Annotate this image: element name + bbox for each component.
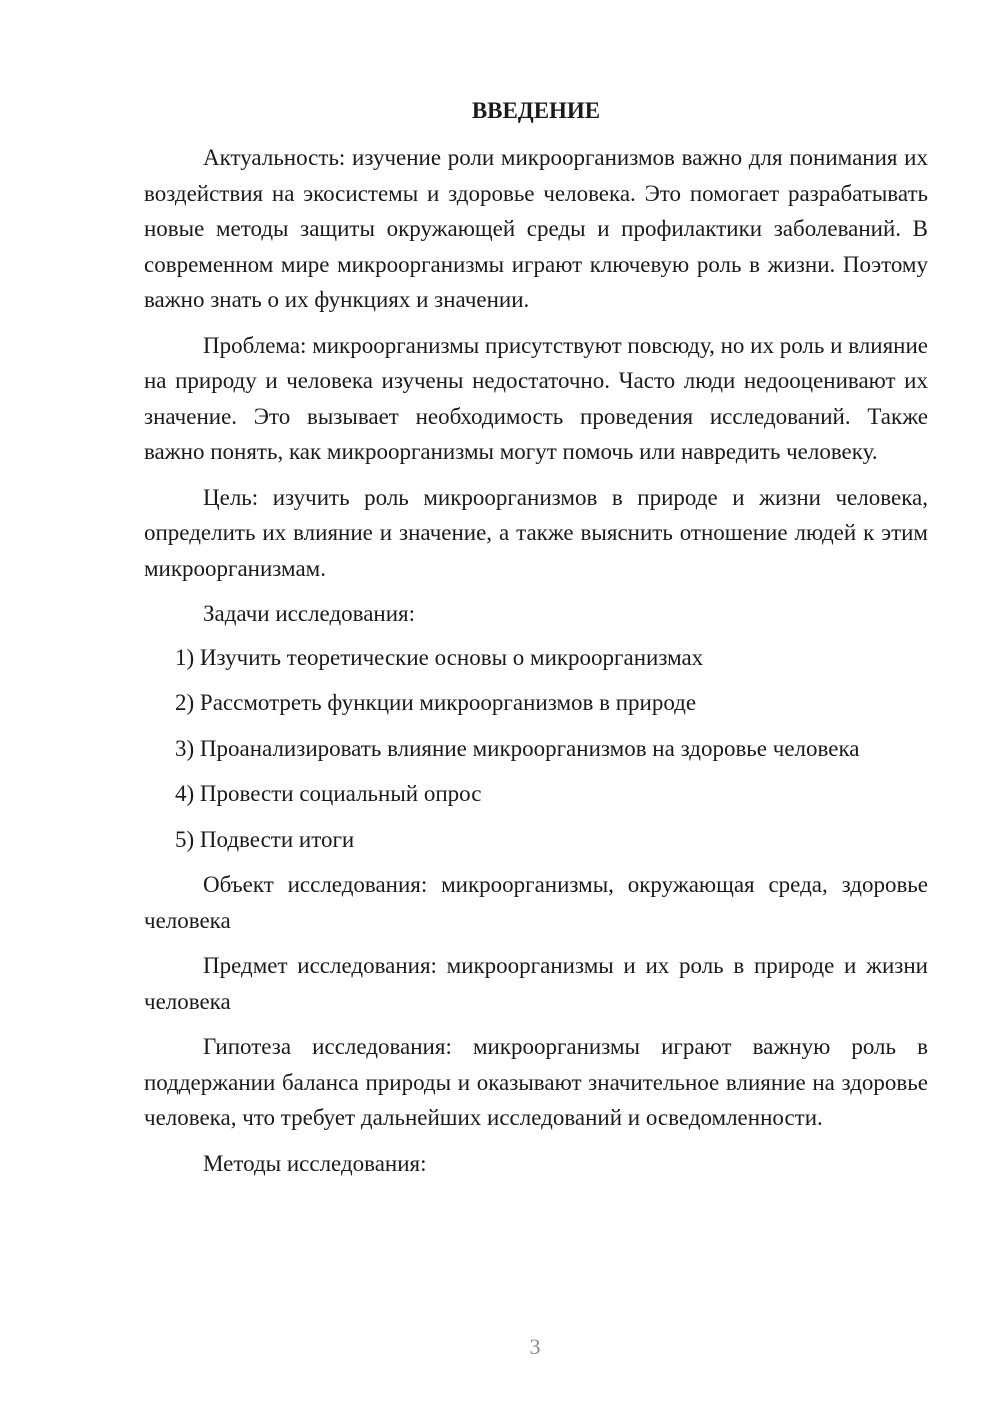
relevance-paragraph: Актуальность: изучение роли микроорганизмов важно для понимания их воздействия на экосистемы и здоровье человека. Это помогает разрабатывать новые методы защиты окружающей среды и профилактики заболеваний. В современном мире микроорганизмы играют ключевую роль в жизни. Поэтому важно знать о их функциях и значении. — [144, 145, 928, 312]
object-paragraph: Объект исследования: микроорганизмы, окружающая среда, здоровье человека — [144, 872, 928, 933]
hypothesis-paragraph: Гипотеза исследования: микроорганизмы играют важную роль в поддержании баланса природы и оказывают значительное влияние на здоровье человека, что требует дальнейших исследований и осведомленности. — [144, 1034, 928, 1130]
tasks-heading: Задачи исследования: — [203, 601, 416, 626]
goal-paragraph: Цель: изучить роль микроорганизмов в природе и жизни человека, определить их влияние и значение, а также выяснить отношение людей к этим микроорганизмам. — [144, 484, 928, 581]
task-item: 4) Провести социальный опрос — [175, 781, 482, 806]
page-title: ВВЕДЕНИЕ — [471, 98, 601, 123]
task-item: 1) Изучить теоретические основы о микроорганизмах — [175, 644, 704, 670]
task-item: 2) Рассмотреть функции микроорганизмов в природе — [175, 690, 697, 715]
page-content — [144, 96, 928, 1189]
page-number: 3 — [529, 1334, 541, 1359]
task-item: 5) Подвести итоги — [175, 826, 355, 852]
tasks-list — [144, 640, 928, 858]
task-item: 3) Проанализировать влияние микроорганизмов на здоровье человека — [175, 735, 860, 761]
subject-paragraph: Предмет исследования: микроорганизмы и их роль в природе и жизни человека — [144, 953, 928, 1014]
problem-paragraph: Проблема: микроорганизмы присутствуют повсюду, но их роль и влияние на природу и человека изучены недостаточно. Часто люди недооценивают их значение. Это вызывает необходимость проведения исследований. Также важно понять, как микроорганизмы могут помочь или навредить человеку. — [144, 332, 928, 464]
methods-heading: Методы исследования: — [203, 1150, 427, 1176]
